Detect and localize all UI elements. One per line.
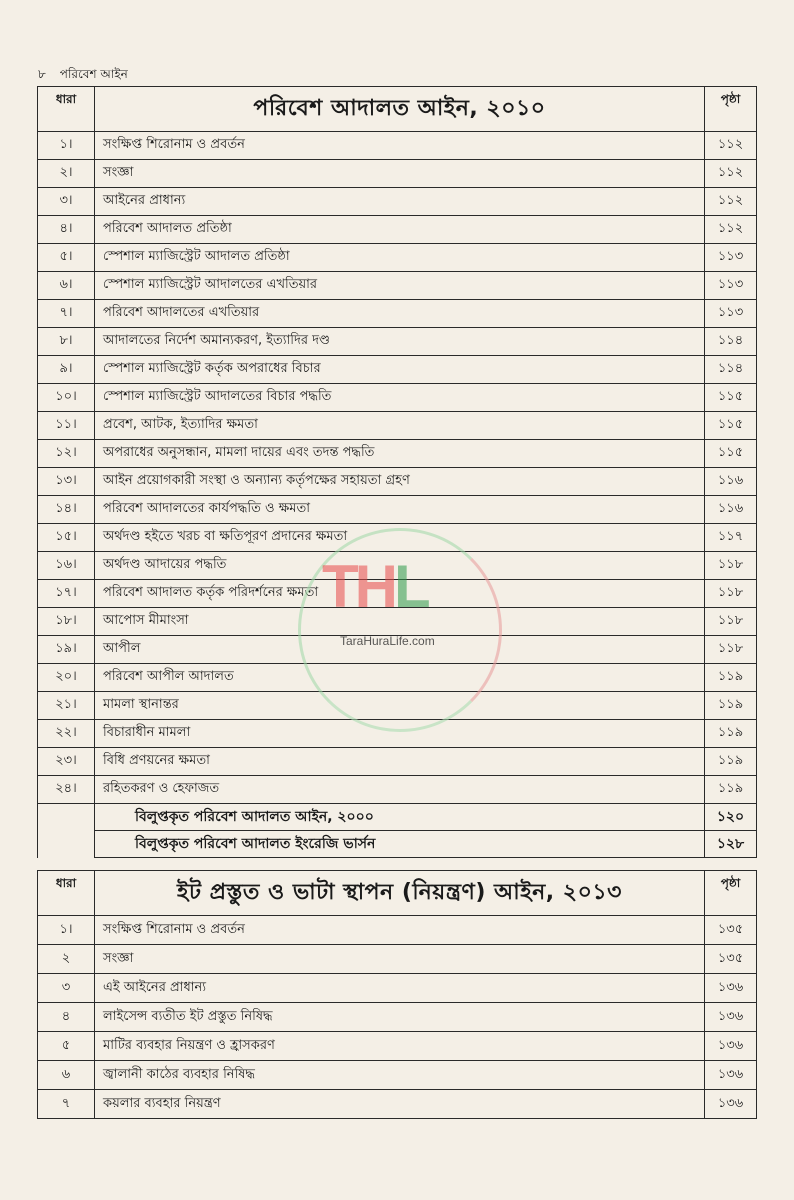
section-number: ৭। bbox=[38, 300, 95, 328]
section-title: অর্থদণ্ড হইতে খরচ বা ক্ষতিপূরণ প্রদানের ক্ষমতা bbox=[95, 524, 705, 552]
page-column-header: পৃষ্ঠা bbox=[705, 871, 757, 916]
section-number: ৩ bbox=[38, 974, 95, 1003]
section-number: ১৩। bbox=[38, 468, 95, 496]
section-title: মামলা স্থানান্তর bbox=[95, 692, 705, 720]
page-number: ১৩৬ bbox=[705, 974, 757, 1003]
section-number: ২ bbox=[38, 945, 95, 974]
act-title: পরিবেশ আদালত আইন, ২০১০ bbox=[95, 87, 705, 132]
section-number: ৭ bbox=[38, 1090, 95, 1119]
page-number: ১১২ bbox=[705, 188, 757, 216]
section-title: স্পেশাল ম্যাজিস্ট্রেট আদালত প্রতিষ্ঠা bbox=[95, 244, 705, 272]
section-number: ২১। bbox=[38, 692, 95, 720]
section-title: কয়লার ব্যবহার নিয়ন্ত্রণ bbox=[95, 1090, 705, 1119]
section-number: ২৪। bbox=[38, 776, 95, 804]
toc-row bbox=[38, 160, 757, 188]
toc-row bbox=[38, 216, 757, 244]
section-number: ৫ bbox=[38, 1032, 95, 1061]
section-number: ২০। bbox=[38, 664, 95, 692]
toc-row bbox=[38, 1061, 757, 1090]
section-number: ১৪। bbox=[38, 496, 95, 524]
section-number: ১০। bbox=[38, 384, 95, 412]
toc-row bbox=[38, 1003, 757, 1032]
toc-row bbox=[38, 384, 757, 412]
page-number: ১১৮ bbox=[705, 580, 757, 608]
page-number: ১১৬ bbox=[705, 496, 757, 524]
section-number: ৮। bbox=[38, 328, 95, 356]
page-number: ১১২ bbox=[705, 160, 757, 188]
section-title: সংজ্ঞা bbox=[95, 945, 705, 974]
section-title: আপোস মীমাংসা bbox=[95, 608, 705, 636]
page-number: ১১৩ bbox=[705, 272, 757, 300]
page-column-header: পৃষ্ঠা bbox=[705, 87, 757, 132]
watermark-text: TaraHuraLife.com bbox=[340, 634, 435, 648]
page-number: ১১২ bbox=[705, 132, 757, 160]
section-number: ১৯। bbox=[38, 636, 95, 664]
page-number: ১১৫ bbox=[705, 384, 757, 412]
page-number: ১২০ bbox=[705, 804, 757, 831]
toc-row bbox=[38, 412, 757, 440]
section-title: আইন প্রয়োগকারী সংস্থা ও অন্যান্য কর্তৃপক্ষের সহায়তা গ্রহণ bbox=[95, 468, 705, 496]
page-number: ১১৮ bbox=[705, 552, 757, 580]
section-number: ৬ bbox=[38, 1061, 95, 1090]
section-column-header: ধারা bbox=[38, 871, 95, 916]
section-column-header: ধারা bbox=[38, 87, 95, 132]
page-number: ৮ bbox=[38, 67, 46, 81]
book-title: পরিবেশ আইন bbox=[59, 67, 128, 81]
section-number: ৪ bbox=[38, 1003, 95, 1032]
section-number: ১৬। bbox=[38, 552, 95, 580]
toc-row bbox=[38, 1032, 757, 1061]
toc-row bbox=[38, 356, 757, 384]
section-title: সংক্ষিপ্ত শিরোনাম ও প্রবর্তন bbox=[95, 916, 705, 945]
section-title: স্পেশাল ম্যাজিস্ট্রেট আদালতের এখতিয়ার bbox=[95, 272, 705, 300]
section-number: ৬। bbox=[38, 272, 95, 300]
section-title: জ্বালানী কাঠের ব্যবহার নিষিদ্ধ bbox=[95, 1061, 705, 1090]
toc-row bbox=[38, 1090, 757, 1119]
toc-row bbox=[38, 328, 757, 356]
section-number: ৪। bbox=[38, 216, 95, 244]
act2-table bbox=[37, 870, 757, 1119]
section-title: পরিবেশ আদালত প্রতিষ্ঠা bbox=[95, 216, 705, 244]
toc-row bbox=[38, 440, 757, 468]
page-number: ১১৫ bbox=[705, 440, 757, 468]
section-title: রহিতকরণ ও হেফাজত bbox=[95, 776, 705, 804]
toc-row bbox=[38, 776, 757, 804]
section-title: পরিবেশ আদালত কর্তৃক পরিদর্শনের ক্ষমতা bbox=[95, 580, 705, 608]
page-number: ১১৮ bbox=[705, 636, 757, 664]
page-number: ১১৯ bbox=[705, 720, 757, 748]
page-number: ১১৪ bbox=[705, 328, 757, 356]
page-number: ১১৪ bbox=[705, 356, 757, 384]
page-number: ১১৫ bbox=[705, 412, 757, 440]
section-number: ১৮। bbox=[38, 608, 95, 636]
section-title: প্রবেশ, আটক, ইত্যাদির ক্ষমতা bbox=[95, 412, 705, 440]
page-header bbox=[38, 66, 128, 86]
section-number: ১। bbox=[38, 916, 95, 945]
page-number: ১৩৬ bbox=[705, 1061, 757, 1090]
page-number: ১১৬ bbox=[705, 468, 757, 496]
page-number: ১৩৬ bbox=[705, 1090, 757, 1119]
section-title: পরিবেশ আদালতের কার্যপদ্ধতি ও ক্ষমতা bbox=[95, 496, 705, 524]
page-number: ১১৭ bbox=[705, 524, 757, 552]
section-number: ১। bbox=[38, 132, 95, 160]
page-number: ১১৯ bbox=[705, 748, 757, 776]
act-title: ইট প্রস্তুত ও ভাটা স্থাপন (নিয়ন্ত্রণ) আইন, ২০১৩ bbox=[95, 871, 705, 916]
toc-row bbox=[38, 188, 757, 216]
toc-row bbox=[38, 468, 757, 496]
section-title: স্পেশাল ম্যাজিস্ট্রেট কর্তৃক অপরাধের বিচার bbox=[95, 356, 705, 384]
section-title: পরিবেশ আদালতের এখতিয়ার bbox=[95, 300, 705, 328]
page-number: ১১২ bbox=[705, 216, 757, 244]
toc-row bbox=[38, 974, 757, 1003]
section-number: ২২। bbox=[38, 720, 95, 748]
page-number: ১১৮ bbox=[705, 608, 757, 636]
section-title: লাইসেন্স ব্যতীত ইট প্রস্তুত নিষিদ্ধ bbox=[95, 1003, 705, 1032]
act1-table bbox=[37, 86, 757, 858]
toc-row bbox=[38, 244, 757, 272]
toc-row bbox=[38, 945, 757, 974]
section-title: মাটির ব্যবহার নিয়ন্ত্রণ ও হ্রাসকরণ bbox=[95, 1032, 705, 1061]
section-number-blank bbox=[38, 831, 95, 858]
page-number: ১৩৫ bbox=[705, 916, 757, 945]
section-title: সংক্ষিপ্ত শিরোনাম ও প্রবর্তন bbox=[95, 132, 705, 160]
page-number: ১১৩ bbox=[705, 300, 757, 328]
page-number: ১১৩ bbox=[705, 244, 757, 272]
page-number: ১২৮ bbox=[705, 831, 757, 858]
section-number: ১২। bbox=[38, 440, 95, 468]
section-number: ৩। bbox=[38, 188, 95, 216]
section-number: ৯। bbox=[38, 356, 95, 384]
section-title: বিচারাধীন মামলা bbox=[95, 720, 705, 748]
act2-header-row bbox=[38, 871, 757, 916]
watermark-logo: THL bbox=[322, 553, 427, 620]
section-title: সংজ্ঞা bbox=[95, 160, 705, 188]
page-number: ১৩৬ bbox=[705, 1032, 757, 1061]
section-number: ১১। bbox=[38, 412, 95, 440]
toc-row bbox=[38, 132, 757, 160]
repealed-row bbox=[38, 831, 757, 858]
act1-header-row bbox=[38, 87, 757, 132]
section-number: ২। bbox=[38, 160, 95, 188]
section-title: অপরাধের অনুসন্ধান, মামলা দায়ের এবং তদন্ত পদ্ধতি bbox=[95, 440, 705, 468]
section-title: আদালতের নির্দেশ অমান্যকরণ, ইত্যাদির দণ্ড bbox=[95, 328, 705, 356]
section-title: পরিবেশ আপীল আদালত bbox=[95, 664, 705, 692]
section-number: ৫। bbox=[38, 244, 95, 272]
toc-row bbox=[38, 496, 757, 524]
section-title: আইনের প্রাধান্য bbox=[95, 188, 705, 216]
toc-row bbox=[38, 916, 757, 945]
section-number: ১৭। bbox=[38, 580, 95, 608]
section-title: আপীল bbox=[95, 636, 705, 664]
section-number-blank bbox=[38, 804, 95, 831]
repealed-title: বিলুপ্তকৃত পরিবেশ আদালত আইন, ২০০০ bbox=[95, 804, 705, 831]
page-number: ১১৯ bbox=[705, 776, 757, 804]
section-title: বিধি প্রণয়নের ক্ষমতা bbox=[95, 748, 705, 776]
repealed-row bbox=[38, 804, 757, 831]
toc-row bbox=[38, 272, 757, 300]
section-title: এই আইনের প্রাধান্য bbox=[95, 974, 705, 1003]
section-number: ২৩। bbox=[38, 748, 95, 776]
section-title: অর্থদণ্ড আদায়ের পদ্ধতি bbox=[95, 552, 705, 580]
section-number: ১৫। bbox=[38, 524, 95, 552]
section-title: স্পেশাল ম্যাজিস্ট্রেট আদালতের বিচার পদ্ধতি bbox=[95, 384, 705, 412]
page-number: ১৩৬ bbox=[705, 1003, 757, 1032]
page-number: ১১৯ bbox=[705, 664, 757, 692]
page-number: ১১৯ bbox=[705, 692, 757, 720]
page-number: ১৩৫ bbox=[705, 945, 757, 974]
toc-row bbox=[38, 748, 757, 776]
repealed-title: বিলুপ্তকৃত পরিবেশ আদালত ইংরেজি ভার্সন bbox=[95, 831, 705, 858]
toc-row bbox=[38, 300, 757, 328]
